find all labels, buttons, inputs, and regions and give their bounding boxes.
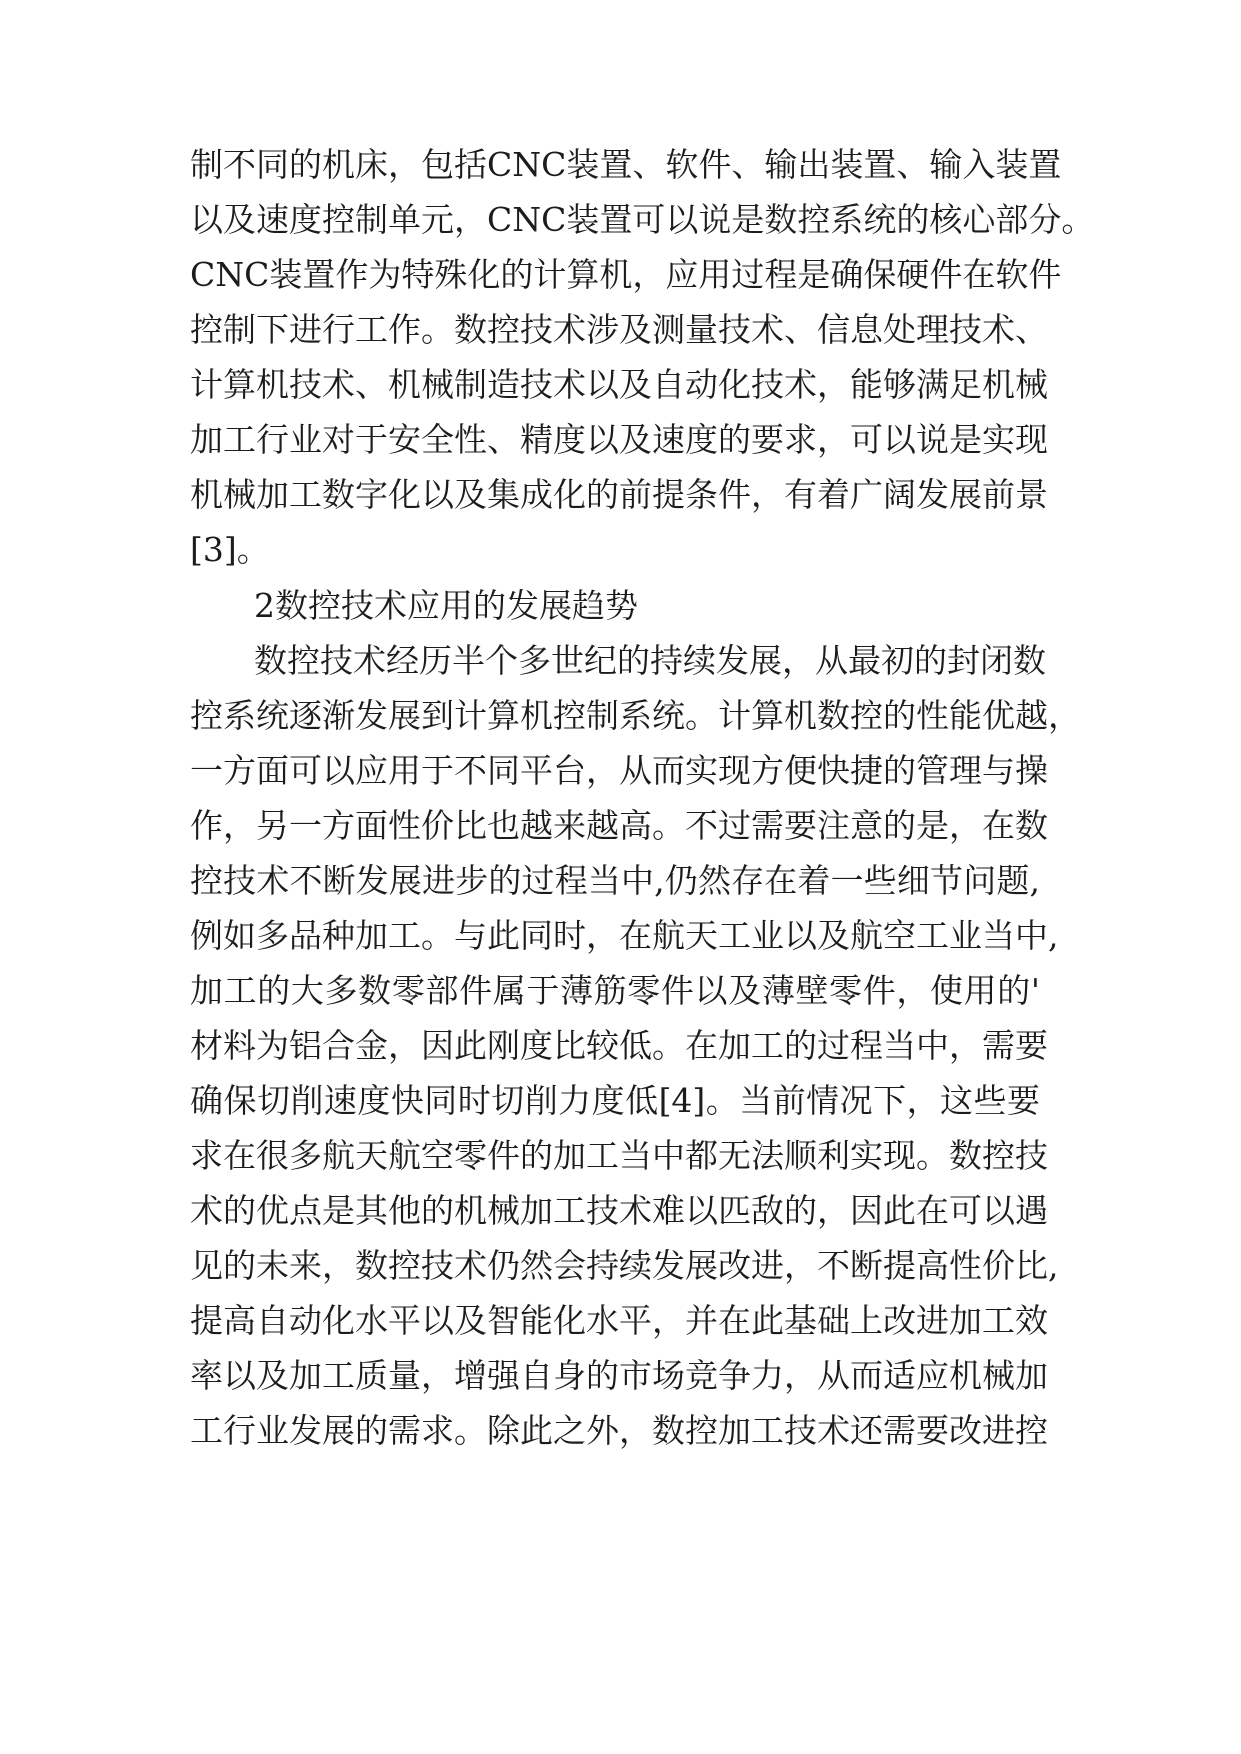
body-text-line: CNC装置作为特殊化的计算机，应用过程是确保硬件在软件: [190, 255, 1062, 294]
body-text-line: 确保切削速度快同时切削力度低[4]。当前情况下，这些要: [190, 1081, 1040, 1120]
body-text-line: 以及速度控制单元，CNC装置可以说是数控系统的核心部分。: [190, 200, 1095, 239]
body-text-line: 作，另一方面性价比也越来越高。不过需要注意的是，在数: [190, 806, 1048, 845]
body-text-line: 见的未来，数控技术仍然会持续发展改进，不断提高性价比,: [190, 1246, 1059, 1285]
body-text-line: 工行业发展的需求。除此之外，数控加工技术还需要改进控: [190, 1411, 1048, 1450]
body-text-line: 一方面可以应用于不同平台，从而实现方便快捷的管理与操: [190, 751, 1048, 790]
body-text-line: 机械加工数字化以及集成化的前提条件，有着广阔发展前景: [190, 475, 1048, 514]
body-text-line: 术的优点是其他的机械加工技术难以匹敌的，因此在可以遇: [190, 1191, 1048, 1230]
body-text-line: 加工行业对于安全性、精度以及速度的要求，可以说是实现: [190, 420, 1048, 459]
body-text-line: 求在很多航天航空零件的加工当中都无法顺利实现。数控技: [190, 1136, 1048, 1175]
body-text-line: 率以及加工质量，增强自身的市场竞争力，从而适应机械加: [190, 1356, 1048, 1395]
body-text-line: 控系统逐渐发展到计算机控制系统。计算机数控的性能优越，: [190, 696, 1081, 735]
body-text-line: 控技术不断发展进步的过程当中,仍然存在着一些细节问题,: [190, 861, 1040, 900]
body-text-line: 制不同的机床，包括CNC装置、软件、输出装置、输入装置: [190, 145, 1062, 184]
body-text-line: 控制下进行工作。数控技术涉及测量技术、信息处理技术、: [190, 310, 1048, 349]
body-text-line: 例如多品种加工。与此同时，在航天工业以及航空工业当中,: [190, 916, 1059, 955]
body-text-line: 计算机技术、机械制造技术以及自动化技术，能够满足机械: [190, 365, 1048, 404]
body-text-line: 加工的大多数零部件属于薄筋零件以及薄壁零件，使用的': [190, 971, 1040, 1010]
body-text-line: 材料为铝合金，因此刚度比较低。在加工的过程当中，需要: [190, 1026, 1048, 1065]
body-text-line: 提高自动化水平以及智能化水平，并在此基础上改进加工效: [190, 1301, 1048, 1340]
body-text-line: [3]。: [190, 530, 270, 569]
body-text-line: 数控技术经历半个多世纪的持续发展，从最初的封闭数: [254, 641, 1046, 680]
section-heading: 2数控技术应用的发展趋势: [254, 586, 638, 625]
